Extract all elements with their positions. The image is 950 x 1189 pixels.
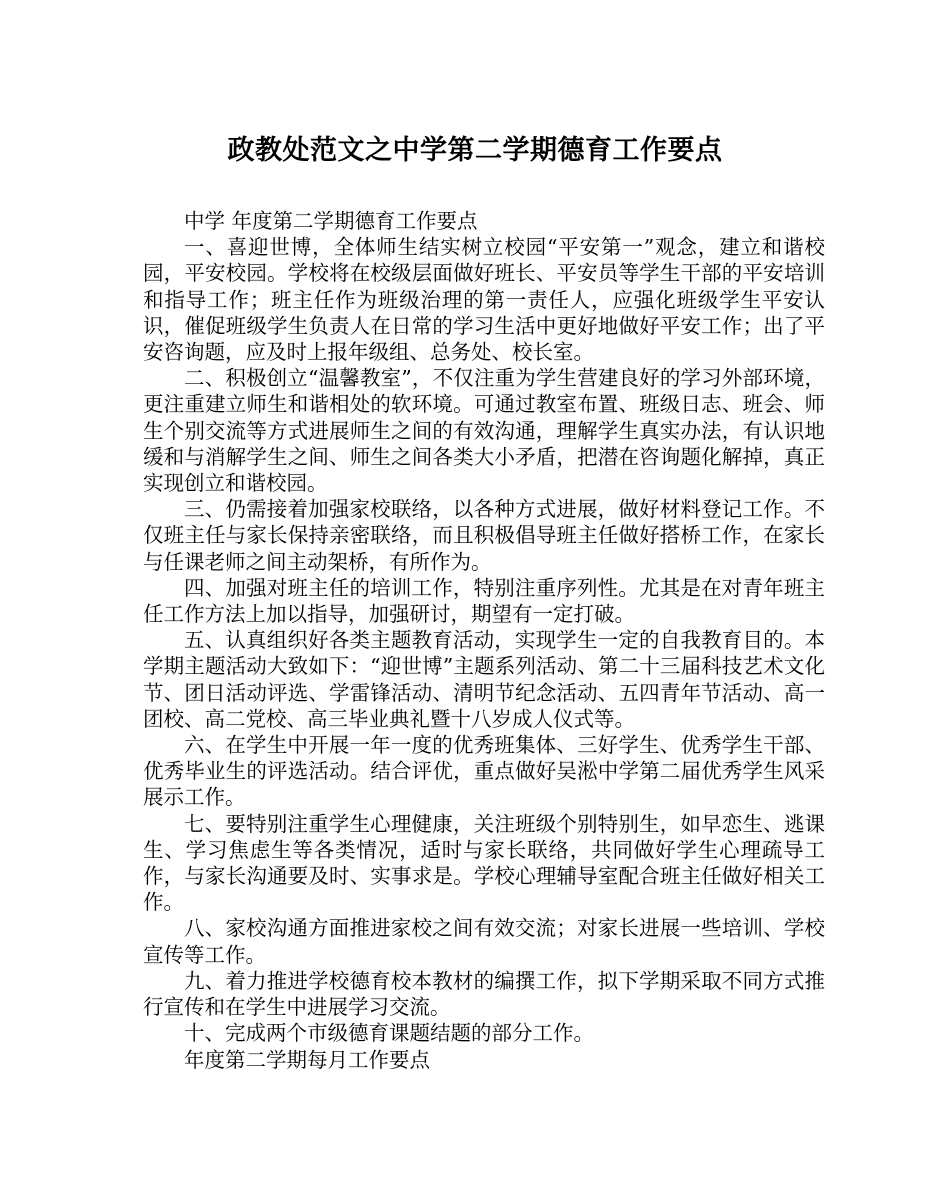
paragraph-item-2: 二、积极创立“温馨教室”，不仅注重为学生营建良好的学习外部环境，更注重建立师生和谐相处的软环境。可通过教室布置、班级日志、班会、师生个别交流等方式进展师生之间的有效沟通，理解学生真实办法，有认识地缓和与消解学生之间、师生之间各类大小矛盾，把潜在咨询题化解掉，真正实现创立和谐校园。	[143, 366, 825, 496]
paragraph-item-5: 五、认真组织好各类主题教育活动，实现学生一定的自我教育目的。本学期主题活动大致如下：“迎世博”主题系列活动、第二十三届科技艺术文化节、团日活动评选、学雷锋活动、清明节纪念活动、五四青年节活动、高一团校、高二党校、高三毕业典礼暨十八岁成人仪式等。	[143, 628, 825, 731]
paragraph-monthly-heading: 年度第二学期每月工作要点	[184, 1047, 430, 1072]
paragraph-item-1: 一、喜迎世博，全体师生结实树立校园“平安第一”观念，建立和谐校园，平安校园。学校将在校级层面做好班长、平安员等学生干部的平安培训和指导工作；班主任作为班级治理的第一责任人，应强化班级学生平安认识，催促班级学生负责人在日常的学习生活中更好地做好平安工作；出了平安咨询题，应及时上报年级组、总务处、校长室。	[143, 235, 825, 365]
paragraph-item-10: 十、完成两个市级德育课题结题的部分工作。	[184, 1021, 594, 1046]
paragraph-subtitle: 中学 年度第二学期德育工作要点	[184, 209, 478, 233]
paragraph-item-9: 九、着力推进学校德育校本教材的编撰工作，拟下学期采取不同方式推行宣传和在学生中进展学习交流。	[143, 968, 825, 1020]
document-title: 政教处范文之中学第二学期德育工作要点	[227, 135, 723, 166]
paragraph-item-6: 六、在学生中开展一年一度的优秀班集体、三好学生、优秀学生干部、优秀毕业生的评选活动。结合评优，重点做好吴淞中学第二届优秀学生风采展示工作。	[143, 733, 825, 810]
paragraph-item-7: 七、要特别注重学生心理健康，关注班级个别特别生，如早恋生、逃课生、学习焦虑生等各类情况，适时与家长联络，共同做好学生心理疏导工作，与家长沟通要及时、实事求是。学校心理辅导室配合班主任做好相关工作。	[143, 811, 825, 915]
paragraph-item-4: 四、加强对班主任的培训工作，特别注重序列性。尤其是在对青年班主任工作方法上加以指导，加强研讨，期望有一定打破。	[143, 575, 825, 627]
document-body	[143, 208, 825, 1073]
paragraph-item-3: 三、仍需接着加强家校联络，以各种方式进展，做好材料登记工作。不仅班主任与家长保持亲密联络，而且积极倡导班主任做好搭桥工作，在家长与任课老师之间主动架桥，有所作为。	[143, 497, 825, 574]
paragraph-item-8: 八、家校沟通方面推进家校之间有效交流；对家长进展一些培训、学校宣传等工作。	[143, 916, 825, 967]
